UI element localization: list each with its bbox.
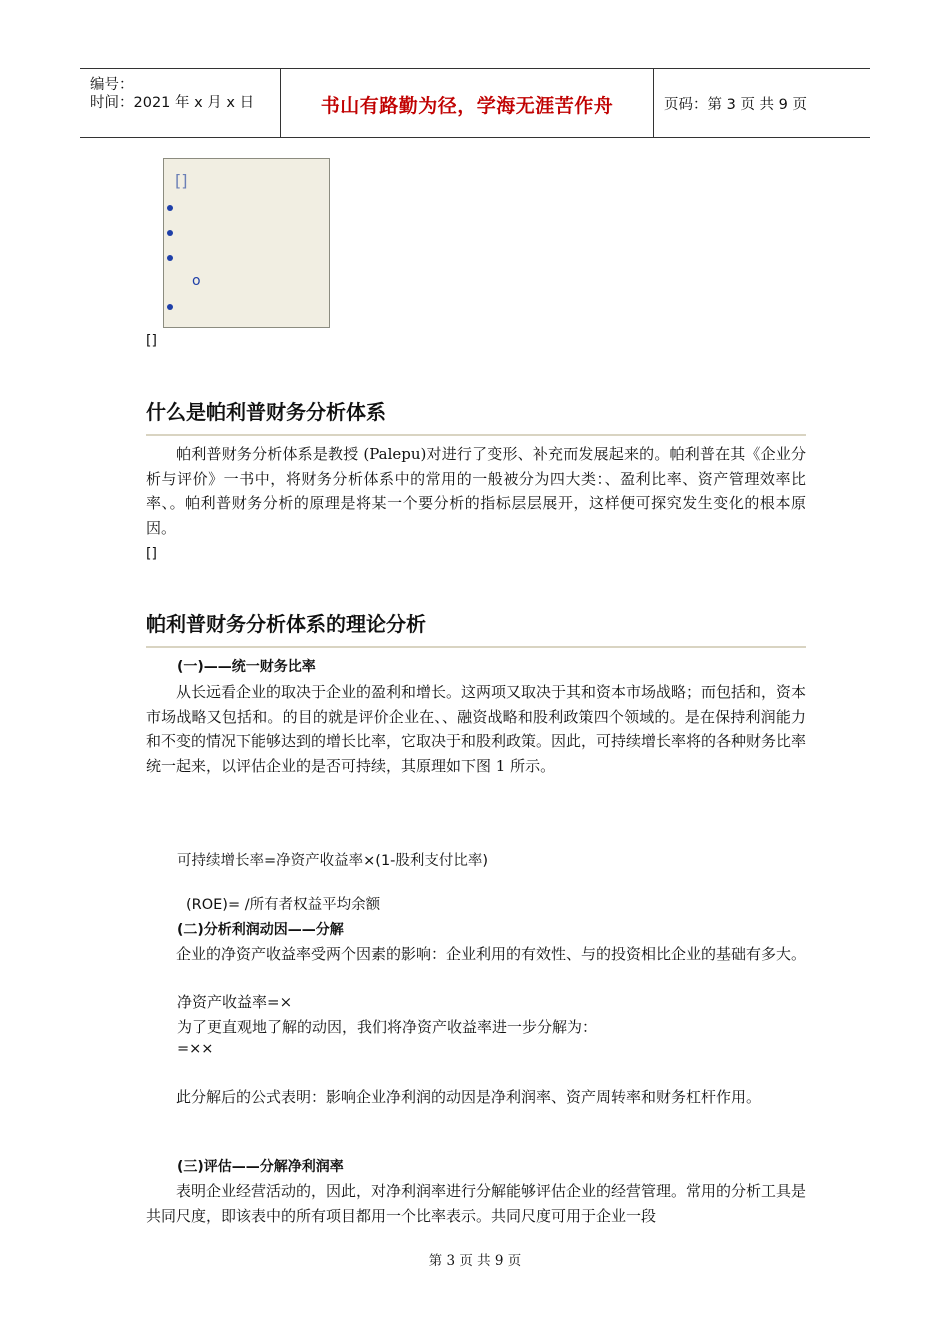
page-number-label: 页码：第 3 页 共 9 页 [664,97,807,113]
number-label: 编号： [90,77,134,93]
section1-paragraph: 帕利普财务分析体系是教授 (Palepu)对进行了变形、补充而发展起来的。帕利普在其《企业分析与评价》一书中，将财务分析体系中的常用的一般被分为四大类：、盈利比率、资产管理效率比率、。帕利普财务分析的原理是将某一个要分析的指标层层展开，这样便可探究发生变化的根本原因。 [146,445,806,537]
section2-title: 帕利普财务分析体系的理论分析 [146,612,426,636]
subsection2-paragraph: 企业的净资产收益率受两个因素的影响：企业利用的有效性、与的投资相比企业的基础有多大。 [176,945,807,963]
toc-sub-marker: o [192,273,201,289]
header-left-cell [80,69,281,137]
page-header [80,68,870,138]
toc-bullet-4 [167,304,173,310]
page-footer: 第 3 页 共 9 页 [428,1253,522,1269]
formula-roe: (ROE)= /所有者权益平均余额 [186,897,381,913]
subsection3-paragraph: 表明企业经营活动的，因此，对净利润率进行分解能够评估企业的经营管理。常用的分析工具是共同尺度，即该表中的所有项目都用一个比率表示。共同尺度可用于企业一段 [146,1182,807,1225]
formula-sustainable-growth: 可持续增长率=净资产收益率×(1-股利支付比率) [177,853,489,869]
bracket-placeholder-1: [] [146,333,157,349]
roe-formula-line: 净资产收益率=× [177,993,293,1011]
bracket-placeholder-2: [] [146,546,157,562]
section1-divider [146,434,806,436]
decomposition-equation: =×× [177,1041,214,1057]
subsection1-paragraph: 从长远看企业的取决于企业的盈利和增长。这两项又取决于其和资本市场战略；而包括和，资本市场战略又包括和。的目的就是评价企业在、、融资战略和股利政策四个领域的。是在保持利润能力和不变的情况下能够达到的增长比率，它取决于和股利政策。因此，可持续增长率将的各种财务比率统一起来，以评估企业的是否可持续，其原理如下图 1 所示。 [146,683,807,775]
decomposition-explanation: 此分解后的公式表明：影响企业净利润的动因是净利润率、资产周转率和财务杠杆作用。 [176,1088,762,1106]
table-of-contents-box [163,158,330,328]
header-right-cell [654,69,870,137]
subsection1-heading: (一)——统一财务比率 [177,659,316,675]
time-label: 时间：2021 年 x 月 x 日 [90,95,255,111]
section2-divider [146,646,806,648]
toc-bullet-3 [167,255,173,261]
toc-bullet-2 [167,230,173,236]
toc-bullet-1 [167,205,173,211]
subsection3-heading: (三)评估——分解净利润率 [177,1159,344,1175]
decomposition-intro-line: 为了更直观地了解的动因，我们将净资产收益率进一步分解为： [177,1018,598,1036]
header-motto: 书山有路勤为径，学海无涯苦作舟 [320,95,614,117]
header-middle-cell [281,69,654,137]
subsection2-heading: (二)分析利润动因——分解 [177,922,344,938]
toc-bracket[interactable]: [] [175,171,188,190]
section1-title: 什么是帕利普财务分析体系 [146,400,386,424]
